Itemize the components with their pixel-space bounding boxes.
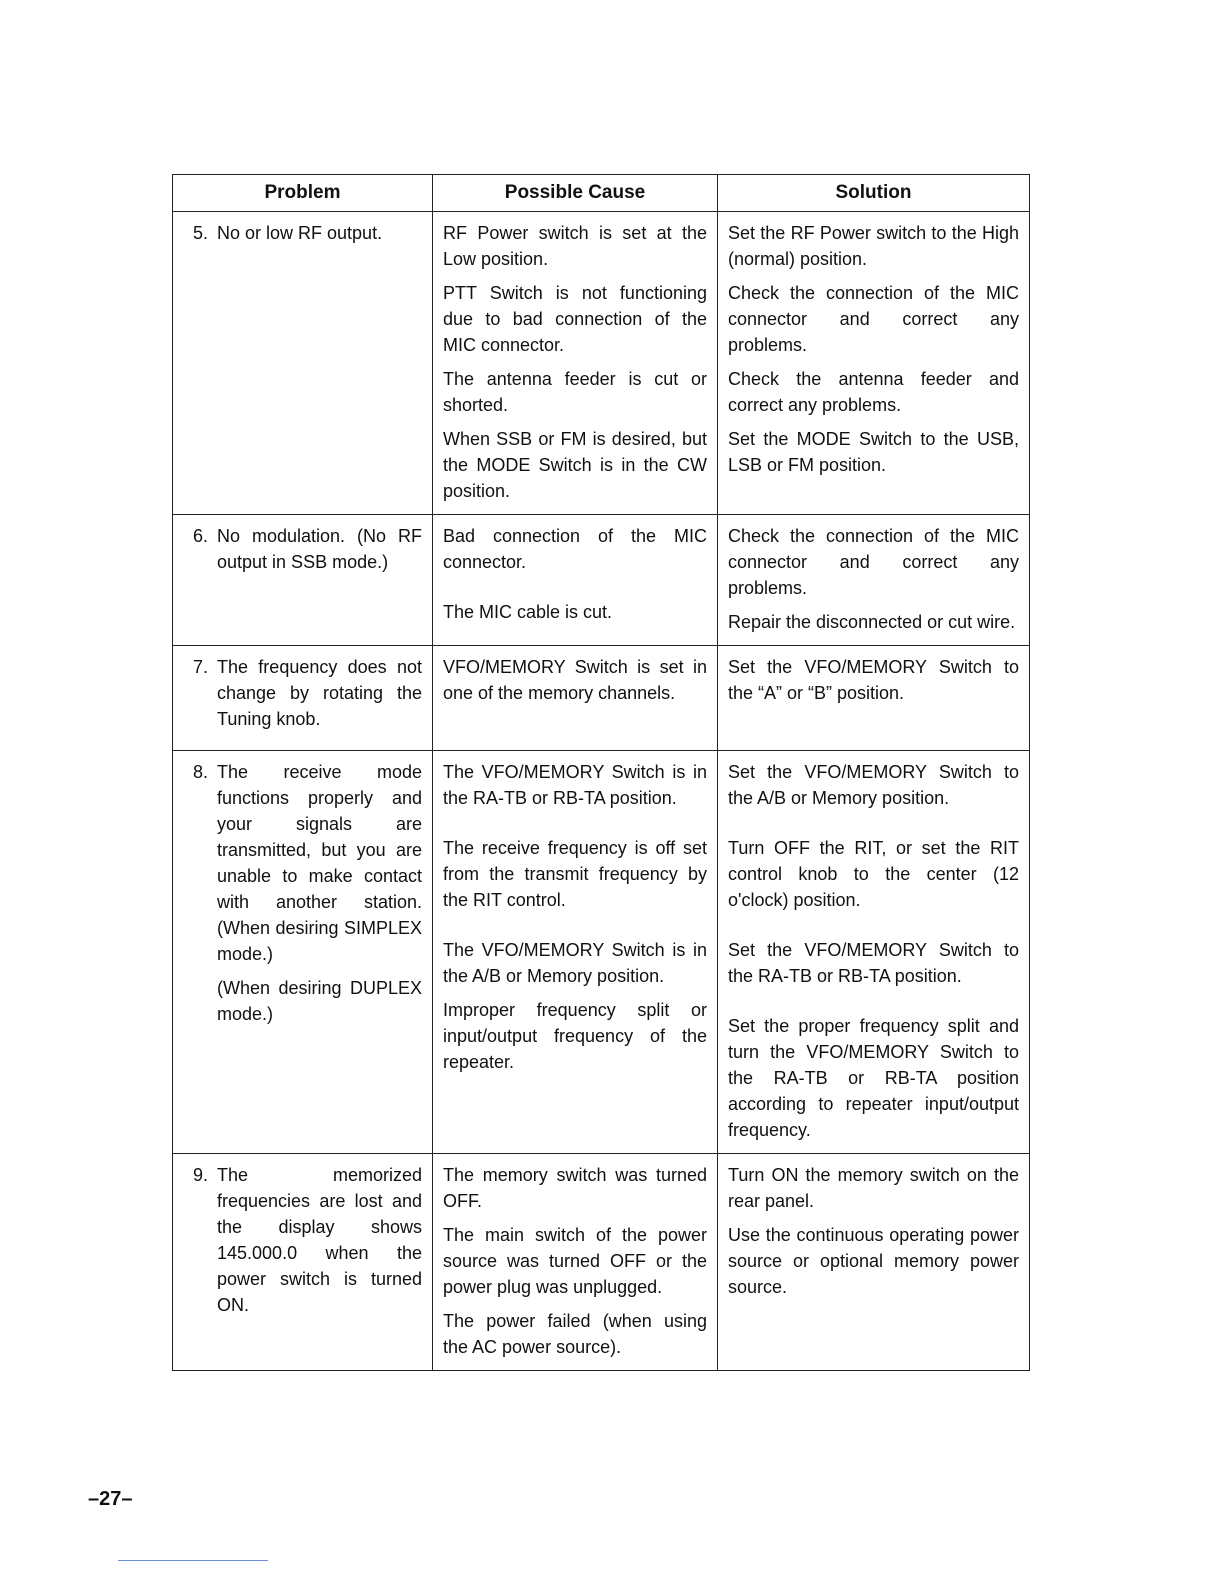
cause-text: Bad connection of the MIC connector. xyxy=(443,526,707,572)
problem-text: The memorized frequencies are lost and the display shows 145.000.0 when the power switch is turned ON. xyxy=(217,1165,422,1315)
problem-text: The frequency does not change by rotating the Tuning knob. xyxy=(217,657,422,729)
problem-text: (When desiring DUPLEX mode.) xyxy=(217,978,422,1024)
solution-text: Use the continuous operating power source or optional memory power source. xyxy=(728,1225,1019,1297)
solution-text: Set the proper frequency split and turn the VFO/MEMORY Switch to the RA-TB or RB-TA position according to repeater input/output frequency. xyxy=(728,1016,1019,1140)
cause-text: When SSB or FM is desired, but the MODE Switch is in the CW position. xyxy=(443,429,707,501)
table-row xyxy=(173,1154,1029,1370)
table-row xyxy=(173,212,1029,515)
cause-text: VFO/MEMORY Switch is set in one of the memory channels. xyxy=(443,657,707,703)
solution-text: Set the MODE Switch to the USB, LSB or FM position. xyxy=(728,429,1019,475)
header-problem: Problem xyxy=(173,175,433,211)
solution-cell xyxy=(718,515,1029,645)
solution-text: Set the VFO/MEMORY Switch to the RA-TB or RB-TA position. xyxy=(728,940,1019,986)
solution-cell xyxy=(718,751,1029,1153)
cause-cell xyxy=(433,646,718,750)
cause-text: RF Power switch is set at the Low position. xyxy=(443,223,707,269)
cause-text: The receive frequency is off set from the transmit frequency by the RIT control. xyxy=(443,838,707,910)
solution-text: Check the connection of the MIC connector and correct any problems. xyxy=(728,283,1019,355)
troubleshooting-table xyxy=(172,174,1030,1371)
solution-text: Check the antenna feeder and correct any problems. xyxy=(728,369,1019,415)
cause-text: The main switch of the power source was turned OFF or the power plug was unplugged. xyxy=(443,1225,707,1297)
page-number: –27– xyxy=(88,1488,133,1510)
problem-cell xyxy=(173,751,433,1153)
header-solution: Solution xyxy=(835,182,912,203)
solution-text: Repair the disconnected or cut wire. xyxy=(728,612,1016,632)
table-row xyxy=(173,515,1029,646)
problem-number: 8. xyxy=(193,762,209,782)
table-row xyxy=(173,751,1029,1154)
scan-artifact-line xyxy=(118,1560,268,1561)
cause-text: The VFO/MEMORY Switch is in the A/B or Memory position. xyxy=(443,940,707,986)
table-header xyxy=(173,175,1029,212)
problem-number: 9. xyxy=(193,1165,209,1185)
problem-number: 7. xyxy=(193,657,209,677)
problem-text: No or low RF output. xyxy=(217,223,383,243)
cause-cell xyxy=(433,751,718,1153)
solution-cell xyxy=(718,212,1029,514)
cause-text: The memory switch was turned OFF. xyxy=(443,1165,707,1211)
cause-cell xyxy=(433,1154,718,1370)
problem-cell xyxy=(173,515,433,645)
cause-text: The VFO/MEMORY Switch is in the RA-TB or RB-TA position. xyxy=(443,762,707,808)
problem-number: 5. xyxy=(193,223,209,243)
cause-cell xyxy=(433,515,718,645)
solution-cell xyxy=(718,646,1029,750)
solution-text: Set the RF Power switch to the High (normal) position. xyxy=(728,223,1019,269)
header-possible-cause: Possible Cause xyxy=(433,175,718,211)
cause-text: The antenna feeder is cut or shorted. xyxy=(443,369,707,415)
problem-text: No modulation. (No RF output in SSB mode.) xyxy=(217,526,422,572)
solution-cell xyxy=(718,1154,1029,1370)
cause-text: The power failed (when using the AC power source). xyxy=(443,1311,707,1357)
cause-text: PTT Switch is not functioning due to bad connection of the MIC connector. xyxy=(443,283,707,355)
solution-text: Set the VFO/MEMORY Switch to the A/B or Memory position. xyxy=(728,762,1019,808)
problem-text: The receive mode functions properly and your signals are transmitted, but you are unable to make contact with another station. (When desiring SIMPLEX mode.) xyxy=(217,762,422,964)
solution-text: Turn ON the memory switch on the rear panel. xyxy=(728,1165,1019,1211)
cause-text: Improper frequency split or input/output frequency of the repeater. xyxy=(443,1000,707,1072)
table-row xyxy=(173,646,1029,751)
problem-cell xyxy=(173,1154,433,1370)
solution-text: Turn OFF the RIT, or set the RIT control knob to the center (12 o'clock) position. xyxy=(728,838,1019,910)
problem-cell xyxy=(173,646,433,750)
cause-cell xyxy=(433,212,718,514)
solution-text: Set the VFO/MEMORY Switch to the “A” or “B” position. xyxy=(728,657,1019,703)
cause-text: The MIC cable is cut. xyxy=(443,602,613,622)
problem-cell xyxy=(173,212,433,514)
problem-number: 6. xyxy=(193,526,209,546)
solution-text: Check the connection of the MIC connector and correct any problems. xyxy=(728,526,1019,598)
